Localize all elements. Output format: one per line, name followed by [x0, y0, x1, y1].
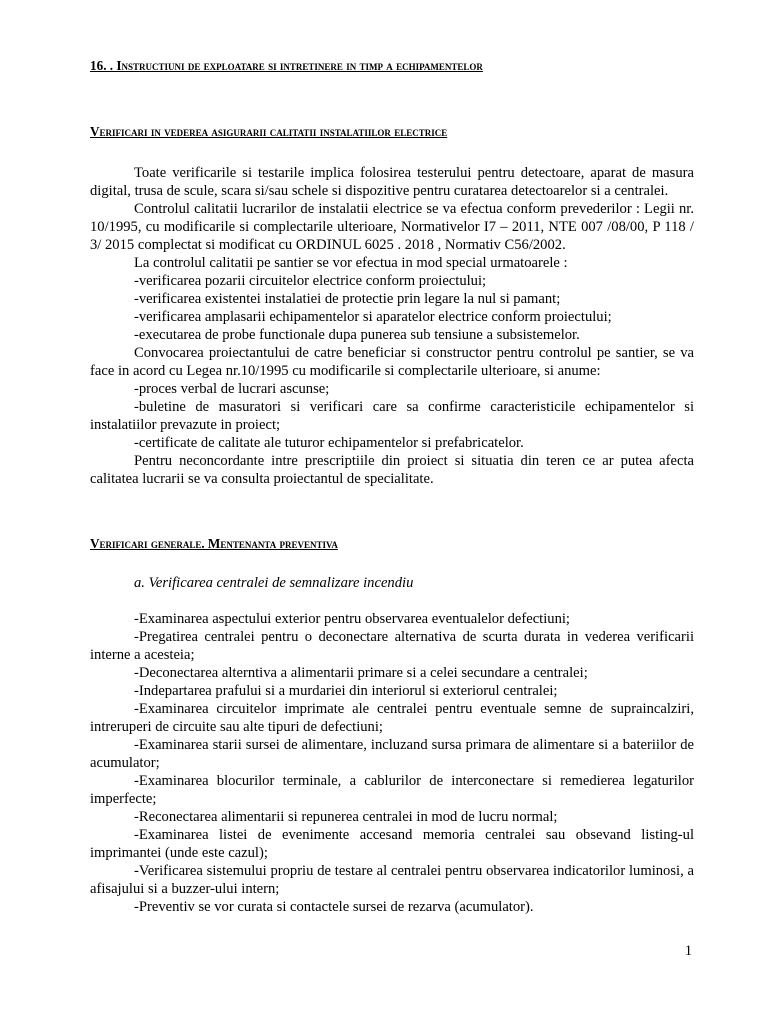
list-item: -proces verbal de lucrari ascunse;: [134, 381, 330, 397]
page-number: 1: [684, 943, 692, 959]
paragraph: Pentru neconcordante intre prescriptiile din proiect si situatia din teren ce ar putea afecta calitatea lucrarii se va consulta proiectantul de specialitate.: [90, 453, 694, 487]
list-item: -buletine de masuratori si verificari care sa confirme caracteristicile echipamentelor si instalatiilor prevazute in proiect;: [90, 399, 694, 433]
section-heading-quality-checks: Verificari in vederea asigurarii calitatii instalatiilor electrice: [90, 124, 448, 139]
list-item: -Examinarea starii sursei de alimentare, incluzand sursa primara de alimentare si a bateriilor de acumulator;: [90, 737, 694, 771]
section-heading-preventive-maintenance: Verificari generale. Mentenanta preventiva: [90, 536, 338, 551]
list-item: -Examinarea circuitelor imprimate ale centralei pentru eventuale semne de supraincalziri, intreruperi de circuite sau alte tipuri de defectiuni;: [90, 701, 694, 735]
list-item: -Preventiv se vor curata si contactele sursei de rezarva (acumulator).: [134, 899, 534, 915]
list-item: -certificate de calitate ale tuturor echipamentelor si prefabricatelor.: [134, 435, 524, 451]
maintenance-list: [90, 610, 694, 916]
list-item: -Reconectarea alimentarii si repunerea centralei in mod de lucru normal;: [134, 809, 558, 825]
list-item: -Examinarea blocurilor terminale, a cablurilor de interconectare si remedierea legaturilor imperfecte;: [90, 773, 694, 807]
list-item: -executarea de probe functionale dupa punerea sub tensiune a subsistemelor.: [134, 327, 580, 343]
list-item: -Pregatirea centralei pentru o deconectare alternativa de scurta durata in vederea verificarii interne a acesteia;: [90, 629, 694, 663]
paragraph: Convocarea proiectantului de catre beneficiar si constructor pentru controlul pe santier, se va face in acord cu Legea nr.10/1995 cu modificarile si complectarile ulterioare, si anume:: [90, 345, 694, 379]
list-item: -verificarea amplasarii echipamentelor si aparatelor electrice conform proiectului;: [134, 309, 612, 325]
paragraph: Toate verificarile si testarile implica folosirea testerului pentru detectoare, aparat de masura digital, trusa de scule, scara si/sau schele si dispozitive pentru curatarea detectoarelor si a centralei.: [90, 165, 694, 199]
document-title: 16. . Instructiuni de exploatare si intretinere in timp a echipamentelor: [90, 58, 483, 73]
list-item: -Verificarea sistemului propriu de testare al centralei pentru observarea indicatorilor luminosi, a afisajului si a buzzer-ului intern;: [90, 863, 694, 897]
list-item: -Examinarea aspectului exterior pentru observarea eventualelor defectiuni;: [134, 611, 570, 627]
list-item: -Deconectarea alterntiva a alimentarii primare si a celei secundare a centralei;: [134, 665, 588, 681]
section-body-quality-checks: [90, 164, 694, 488]
paragraph: La controlul calitatii pe santier se vor efectua in mod special urmatoarele :: [134, 255, 568, 271]
list-item: -verificarea existentei instalatiei de protectie prin legare la nul si pamant;: [134, 291, 561, 307]
paragraph: Controlul calitatii lucrarilor de instalatii electrice se va efectua conform prevederilor : Legii nr. 10/1995, cu modificarile si complectarile ulterioare, Normativelor I7 – 2011, NTE 007 /08/00, P 118 / 3/ 2015 complectat si modificat cu ORDINUL 6025 . 2018 , Normativ C56/2002.: [90, 201, 694, 253]
list-item: -Indepartarea prafului si a murdariei din interiorul si exteriorul centralei;: [134, 683, 558, 699]
list-item: -Examinarea listei de evenimente accesand memoria centralei sau obsevand listing-ul imprimantei (unde este cazul);: [90, 827, 694, 861]
list-item: -verificarea pozarii circuitelor electrice conform proiectului;: [134, 273, 487, 289]
subsection-heading: a. Verificarea centralei de semnalizare incendiu: [134, 575, 414, 591]
